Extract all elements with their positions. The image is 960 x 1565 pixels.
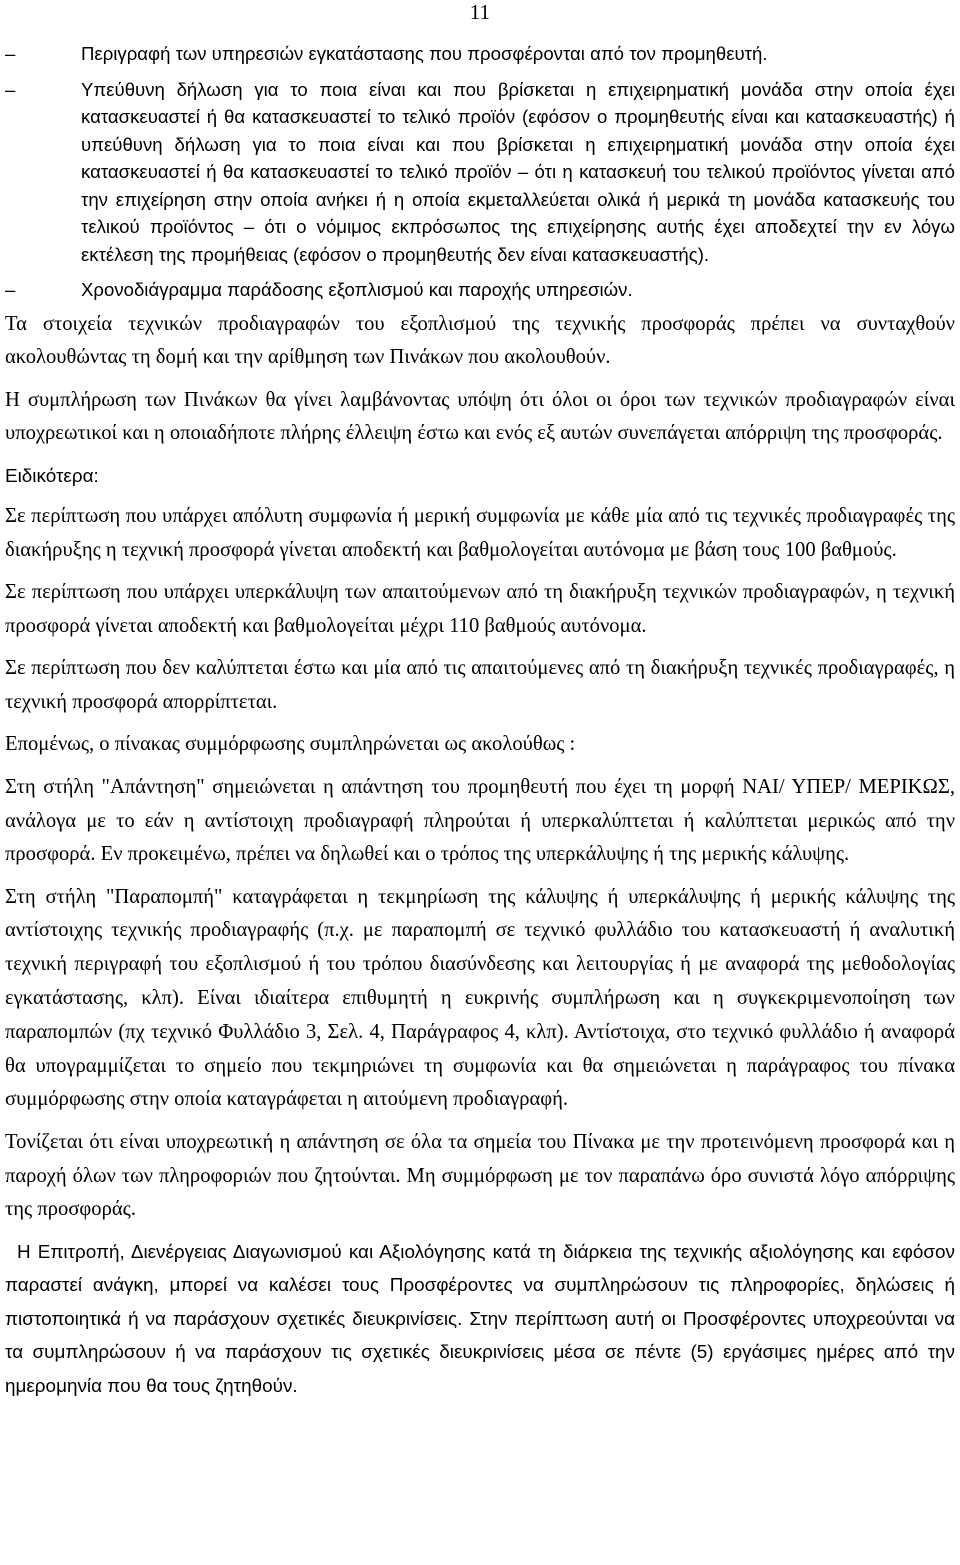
page-number: 11 [469, 0, 490, 24]
paragraph-specifically: Ειδικότερα: [5, 465, 99, 487]
list-item-text: Υπεύθυνη δήλωση για το ποια είναι και που βρίσκεται η επιχειρηματική μονάδα στην οποία έχει κατασκευαστεί ή θα κατασκευαστεί το τελικό προϊόν (εφόσον ο προμηθευτής είναι και κατασκευαστής) ή υπεύθυνη δήλωση για το ποια είναι και που βρίσκεται η επιχειρηματική μονάδα στην οποία έχει κατασκευαστεί ή θα κατασκευαστεί το τελικό προϊόν – ότι η κατασκευή του τελικού προϊόντος γίνεται από την επιχείρηση στην οποία ανήκει ή η οποία εκμεταλλεύεται ολικά ή μερικά τη μονάδα κατασκευής του τελικού προϊόντος – ότι ο νόμιμος εκπρόσωπος της επιχείρησης αυτής έχει αποδεχτεί την εν λόγω εκτέλεση της προμήθειας (εφόσον ο προμηθευτής δεν είναι κατασκευαστής). [81, 78, 955, 265]
list-item-text: Περιγραφή των υπηρεσιών εγκατάστασης που προσφέρονται από τον προμηθευτή. [81, 43, 768, 64]
paragraph-compliance-table: Επομένως, ο πίνακας συμμόρφωσης συμπληρώνεται ως ακολούθως : [5, 733, 576, 756]
list-item-delivery-schedule [5, 276, 955, 304]
list-item-responsible-declaration [5, 76, 955, 269]
paragraph-technical-specs-structure: Τα στοιχεία τεχνικών προδιαγραφών του εξοπλισμού της τεχνικής προσφοράς πρέπει να συνταχθούν ακολουθώντας τη δομή και την αρίθμηση των Πινάκων που ακολουθούν. [5, 312, 955, 369]
document-body [5, 40, 955, 1412]
paragraph-full-agreement: Σε περίπτωση που υπάρχει απόλυτη συμφωνία ή μερική συμφωνία με κάθε μία από τις τεχνικές προδιαγραφές της διακήρυξης η τεχνική προσφορά γίνεται αποδεκτή και βαθμολογείται αυτόνομα με βάση τους 100 βαθμούς. [5, 505, 955, 561]
dash-bullet-icon: – [5, 279, 16, 300]
dash-bullet-icon: – [5, 78, 16, 100]
paragraph-overcoverage: Σε περίπτωση που υπάρχει υπερκάλυψη των απαιτούμενων από τη διακήρυξη τεχνικών προδιαγραφών, η τεχνική προσφορά γίνεται αποδεκτή και βαθμολογείται μέχρι 110 βαθμούς αυτόνομα. [5, 581, 955, 638]
list-item-installation-services [5, 40, 955, 68]
paragraph-rejection: Σε περίπτωση που δεν καλύπτεται έστω και μία από τις απαιτούμενες από τη διακήρυξη τεχνικές προδιαγραφές, η τεχνική προσφορά απορρίπτεται. [5, 657, 955, 714]
list-item-text: Χρονοδιάγραμμα παράδοσης εξοπλισμού και παροχής υπηρεσιών. [81, 279, 633, 300]
paragraph-mandatory-answer: Τονίζεται ότι είναι υποχρεωτική η απάντηση σε όλα τα σημεία του Πίνακα με την προτεινόμενη προσφορά και η παροχή όλων των πληροφοριών που ζητούνται. Μη συμμόρφωση με τον παραπάνω όρο συνιστά λόγο απόρριψης της προσφοράς. [5, 1130, 955, 1221]
paragraph-reference-column: Στη στήλη "Παραπομπή" καταγράφεται η τεκμηρίωση της κάλυψης ή υπερκάλυψης ή μερικής κάλυψης της αντίστοιχης τεχνικής προδιαγραφής (π.χ. με παραπομπή σε τεχνικό φυλλάδιο του κατασκευαστή ή αναλυτική τεχνική περιγραφή του εξοπλισμού ή του τρόπου διασύνδεσης και λειτουργίας ή με αναφορά της μεθοδολογίας εγκατάστασης, κλπ). Είναι ιδιαίτερα επιθυμητή η ευκρινής συμπλήρωση και η συγκεκριμενοποίηση των παραπομπών (πχ τεχνικό Φυλλάδιο 3, Σελ. 4, Παράγραφος 4, κλπ). Αντίστοιχα, στο τεχνικό φυλλάδιο ή αναφορά θα υπογραμμίζεται το σημείο που τεκμηριώνει τη συμφωνία και θα σημειώνεται η παράγραφος του πίνακα συμμόρφωσης στην οποία καταγράφεται η αιτούμενη προδιαγραφή. [5, 885, 955, 1111]
paragraph-committee-clarifications: Η Επιτροπή, Διενέργειας Διαγωνισμού και Αξιολόγησης κατά τη διάρκεια της τεχνικής αξιολόγησης και εφόσον παραστεί ανάγκη, μπορεί να καλέσει τους Προσφέροντες να συμπληρώσουν τις πληροφορίες, δηλώσεις ή πιστοποιητικά ή να παράσχουν σχετικές διευκρινίσεις. Στην περίπτωση αυτή οι Προσφέροντες υποχρεούνται να τα συμπληρώσουν ή να παράσχουν τις σχετικές διευκρινίσεις μέσα σε πέντε (5) εργάσιμες ημέρες από την ημερομηνία που θα τους ζητηθούν. [5, 1241, 955, 1397]
paragraph-answer-column: Στη στήλη "Απάντηση" σημειώνεται η απάντηση του προμηθευτή που έχει τη μορφή ΝΑΙ/ ΥΠΕΡ/ ΜΕΡΙΚΩΣ, ανάλογα με το εάν η αντίστοιχη προδιαγραφή πληρούται ή υπερκαλύπτεται ή καλύπτεται μερικώς από την προσφορά. Εν προκειμένω, πρέπει να δηλωθεί και ο τρόπος της υπερκάλυψης ή της μερικής κάλυψης. [5, 775, 955, 866]
paragraph-tables-completion: Η συμπλήρωση των Πινάκων θα γίνει λαμβάνοντας υπόψη ότι όλοι οι όροι των τεχνικών προδιαγραφών είναι υποχρεωτικοί και η οποιαδήποτε πλήρης έλλειψη έστω και ενός εξ αυτών συνεπάγεται απόρριψη της προσφοράς. [5, 388, 955, 445]
dash-bullet-icon: – [5, 43, 16, 64]
requirements-list [5, 40, 955, 304]
